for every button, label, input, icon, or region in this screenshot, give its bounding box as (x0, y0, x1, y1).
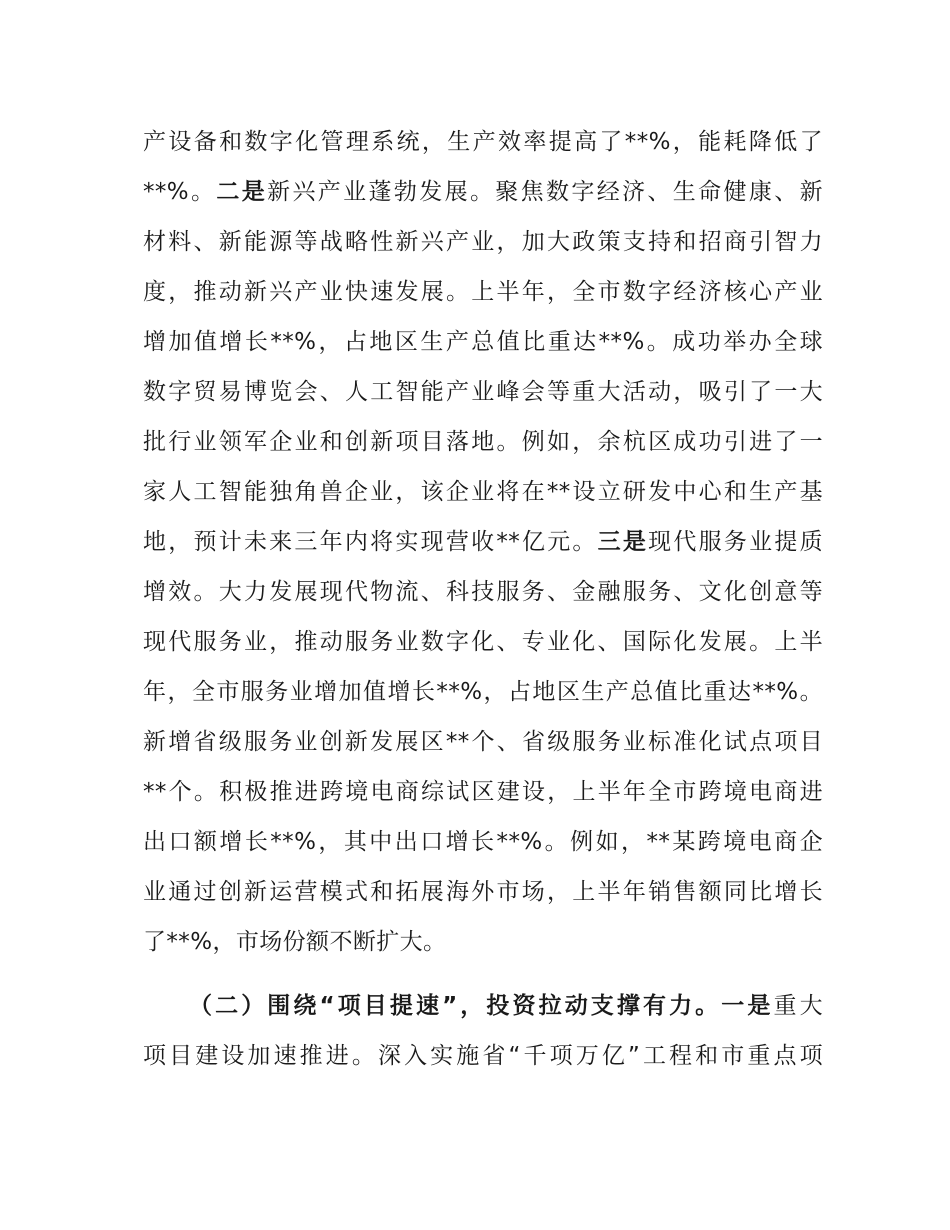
bold-marker: 三是 (597, 529, 649, 555)
text-line: 数字贸易博览会、人工智能产业峰会等重大活动，吸引了一大 (143, 379, 823, 405)
bold-marker: 一是 (721, 993, 774, 1019)
body-text (143, 117, 823, 1081)
text-line: **个。积极推进跨境电商综试区建设，上半年全市跨境电商进 (143, 779, 823, 805)
text-line (143, 167, 823, 217)
text-line: 度，推动新兴产业快速发展。上半年，全市数字经济核心产业 (143, 279, 823, 305)
text-line: 新增省级服务业创新发展区**个、省级服务业标准化试点项目 (143, 729, 823, 755)
text-line: 业通过创新运营模式和拓展海外市场，上半年销售额同比增长 (143, 879, 823, 905)
paragraph-gap (143, 967, 823, 981)
text-line: 年，全市服务业增加值增长**%，占地区生产总值比重达**%。 (143, 679, 823, 705)
text-line: 家人工智能独角兽企业，该企业将在**设立研发中心和生产基 (143, 479, 823, 505)
text-line: 增加值增长**%，占地区生产总值比重达**%。成功举办全球 (143, 329, 823, 355)
text-line: 项目建设加速推进。深入实施省“千项万亿”工程和市重点项 (143, 1043, 823, 1069)
text-line: 增效。大力发展现代物流、科技服务、金融服务、文化创意等 (143, 579, 823, 605)
text-line (143, 517, 823, 567)
text-segment: 地，预计未来三年内将实现营收**亿元。 (143, 529, 598, 555)
text-line: 材料、新能源等战略性新兴产业，加大政策支持和招商引智力 (143, 229, 823, 255)
text-line: 现代服务业，推动服务业数字化、专业化、国际化发展。上半 (143, 629, 823, 655)
text-segment: **%。 (143, 179, 217, 205)
text-line: 了**%，市场份额不断扩大。 (143, 929, 447, 955)
bold-marker: 二是 (216, 179, 268, 205)
text-segment: 现代服务业提质 (648, 529, 823, 555)
text-line: 批行业领军企业和创新项目落地。例如，余杭区成功引进了一 (143, 429, 823, 455)
section-heading: （二）围绕“项目提速”，投资拉动支撑有力。 (189, 993, 722, 1019)
text-line: 产设备和数字化管理系统，生产效率提高了**%，能耗降低了 (143, 129, 823, 155)
text-segment: 新兴产业蓬勃发展。聚焦数字经济、生命健康、新 (267, 179, 823, 205)
section-heading-line (143, 981, 823, 1031)
text-segment: 重大 (773, 993, 823, 1019)
text-line: 出口额增长**%，其中出口增长**%。例如，**某跨境电商企 (143, 829, 823, 855)
